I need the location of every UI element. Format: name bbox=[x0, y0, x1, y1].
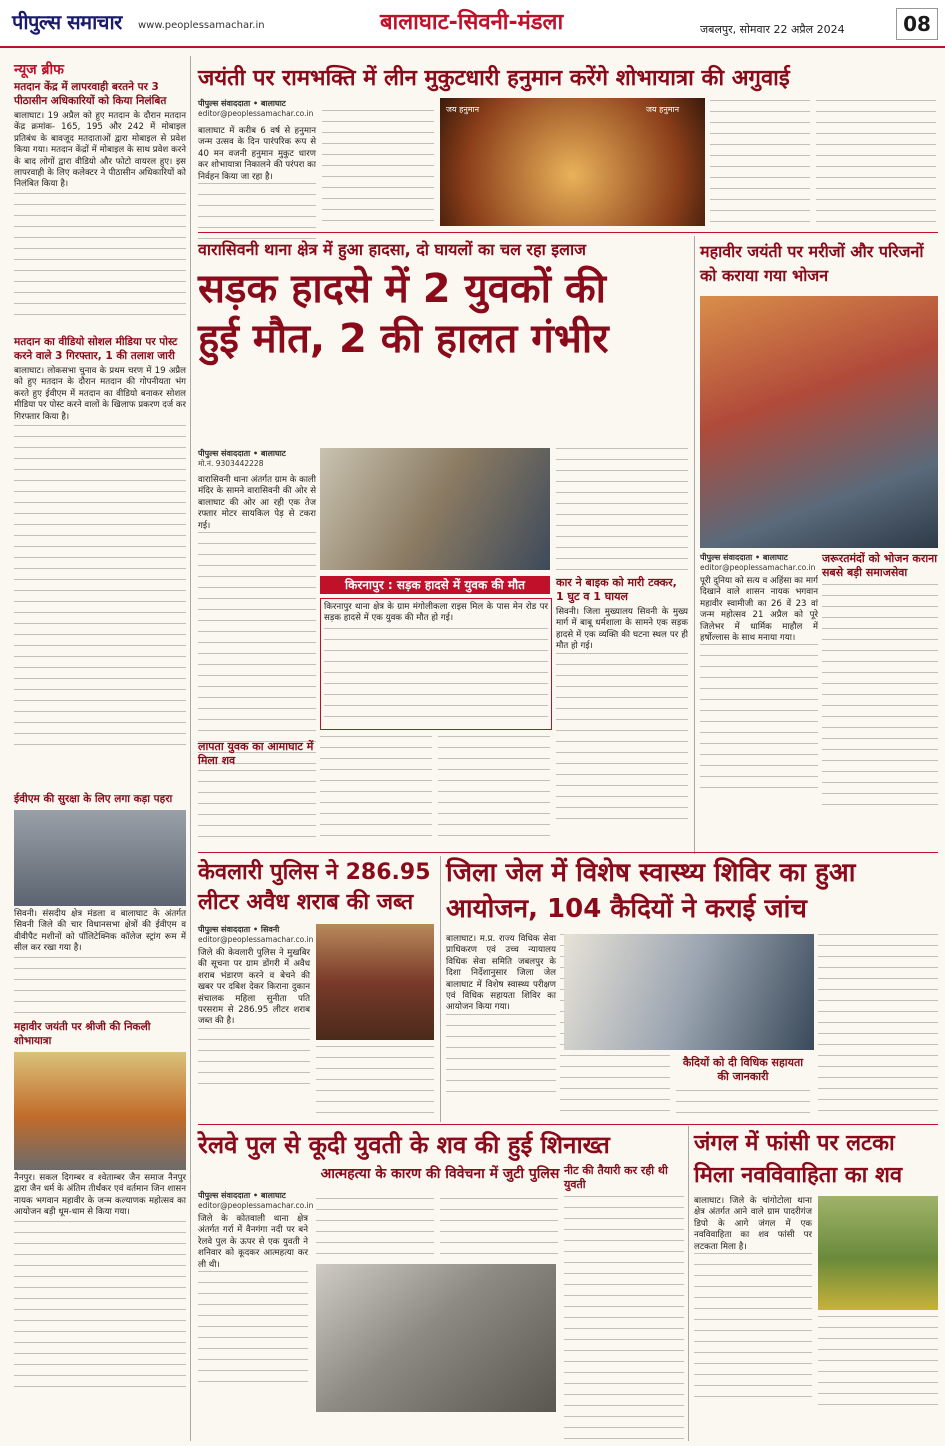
mahavir-email: editor@peoplessamachar.co.in bbox=[700, 563, 816, 572]
procession-photo bbox=[14, 1052, 186, 1170]
river-bank-photo bbox=[316, 1264, 556, 1412]
brief-item bbox=[14, 792, 186, 1013]
car-bike-head: कार ने बाइक को मारी टक्कर, 1 घुट व 1 घायल bbox=[556, 576, 677, 603]
brief-body: बालाघाट। 19 अप्रैल को हुए मतदान के दौरान मतदान केंद्र क्रमांक- 165, 195 और 242 में मोबाइल प्रतिबंध के बावजूद मतदाताओं द्वारा मोबाइल से प्रवेश किया गया। मतदान केंद्रों में मोबाइल के साथ प्रवेश करने के बाद लोगों द्वारा वीडियो और फोटो वायरल हुए। इस लापरवाही के लिए कलेक्टर ने पीठासीन अधिकारियों को निलंबित किया है। bbox=[14, 111, 186, 190]
news-brief-label: न्यूज ब्रीफ bbox=[14, 62, 64, 78]
page-number: 08 bbox=[896, 8, 938, 40]
hanging-body: बालाघाट। जिले के चांगोटोला थाना क्षेत्र अंतर्गत आने वाले ग्राम पादरीगंज डिपो के आगे जंगल में एक नवविवाहिता का शव फांसी पर लटकता मिला है। bbox=[694, 1196, 812, 1252]
accident-body: वारासिवनी थाना अंतर्गत ग्राम के काली मंदिर के सामने वारासिवनी की ओर से बालाघाट की ओर आ रही एक तेज रफ्तार मोटर सायकिल पेड़ से टकरा गई। bbox=[198, 475, 316, 531]
health-camp-photo bbox=[564, 934, 814, 1050]
top-story-body: बालाघाट में करीब 6 वर्ष से हनुमान जन्म उत्सव के दिन पारंपरिक रूप से 40 मन वजनी हनुमान मुकुट धारण कर शोभायात्रा निकालने की परंपरा का निर्वहन किया जा रहा है। bbox=[198, 126, 316, 182]
top-story-email: editor@peoplessamachar.co.in bbox=[198, 109, 314, 118]
railway-side-head: नीट की तैयारी कर रही थी युवती bbox=[564, 1164, 668, 1191]
mahavir-body: पूरी दुनिया को सत्य व अहिंसा का मार्ग दिखाने वाले शासन नायक भगवान महावीर स्वामीजी का 26 वें 23 वां जन्म महोत्सव 21 अप्रैल को पूरे जिलेभर में धार्मिक माहौल में हर्षोल्लास के साथ मनाया गया। bbox=[700, 576, 818, 644]
brief-item bbox=[14, 80, 186, 323]
accident-kicker: वारासिवनी थाना क्षेत्र में हुआ हादसा, दो घायलों का चल रहा इलाज bbox=[198, 240, 587, 259]
railway-byline: पीपुल्स संवाददाता • बालाघाट bbox=[198, 1191, 286, 1200]
top-story-byline: पीपुल्स संवाददाता • बालाघाट bbox=[198, 99, 286, 108]
liquor-email: editor@peoplessamachar.co.in bbox=[198, 935, 314, 944]
liquor-headline: केवलारी पुलिस ने 286.95 लीटर अवैध शराब की जब्त bbox=[198, 860, 431, 915]
meal-distribution-photo bbox=[700, 296, 938, 548]
jail-body: बालाघाट। म.प्र. राज्य विधिक सेवा प्राधिकरण एवं उच्च न्यायालय विधिक सेवा समिति जबलपुर के दिशा निर्देशानुसार जिला जेल बालाघाट में विशेष स्वास्थ्य परीक्षण एवं विधिक सहायता शिविर का आयोजन किया गया। bbox=[446, 934, 556, 1013]
section-title: बालाघाट-सिवनी-मंडला bbox=[380, 10, 564, 35]
website-url[interactable]: www.peoplessamachar.in bbox=[138, 20, 265, 31]
brief-body: सिवनी। संसदीय क्षेत्र मंडला व बालाघाट के अंतर्गत सिवनी जिले की चार विधानसभा क्षेत्रों की ईवीएम व वीवीपैट मशीनों को पॉलिटेक्निक कॉलेज स्ट्रांग रूम में सील कर रखा गया है। bbox=[14, 909, 186, 954]
forest-scene-photo bbox=[818, 1196, 938, 1310]
brief-item bbox=[14, 335, 186, 755]
photo-caption: जय हनुमान bbox=[646, 105, 680, 114]
missing-youth-head: लापता युवक का आमाघाट में मिला शव bbox=[198, 740, 314, 767]
kirnapur-box-title: किरनापुर : सड़क हादसे में युवक की मौत bbox=[320, 576, 550, 594]
railway-headline: रेलवे पुल से कूदी युवती के शव की हुई शिनाख्त bbox=[198, 1131, 610, 1159]
jail-headline-1: जिला जेल में विशेष स्वास्थ्य शिविर का हुआ bbox=[446, 858, 856, 888]
brief-headline: मतदान का वीडियो सोशल मीडिया पर पोस्ट करने वाले 3 गिरफ्तार, 1 की तलाश जारी bbox=[14, 336, 178, 362]
photo-caption: जय हनुमान bbox=[446, 105, 480, 114]
car-bike-body: सिवनी। जिला मुख्यालय सिवनी के मुख्य मार्ग में बाबू धर्मशाला के सामने एक सड़क हादसे में एक व्यक्ति की घटना स्थल पर ही मौत हो गई। bbox=[556, 607, 688, 652]
railway-kicker: आत्महत्या के कारण की विवेचना में जुटी पुलिस bbox=[320, 1166, 560, 1182]
mahavir-side-head: जरूरतमंदों को भोजन कराना सबसे बड़ी समाजसेवा bbox=[822, 552, 938, 579]
brief-headline: ईवीएम की सुरक्षा के लिए लगा कड़ा पहरा bbox=[14, 793, 173, 805]
hanuman-idol-photo bbox=[440, 98, 705, 226]
railway-body: जिले के कोतवाली थाना क्षेत्र अंतर्गत गर्रा में वैनगंगा नदी पर बने रेलवे पुल के ऊपर से एक युवती ने शनिवार को कूदकर आत्महत्या कर ली थी। bbox=[198, 1214, 308, 1270]
column-divider bbox=[190, 56, 191, 1441]
jail-headline-2: आयोजन, 104 कैदियों ने कराई जांच bbox=[446, 894, 807, 924]
newspaper-logo: पीपुल्स समाचार bbox=[12, 10, 122, 34]
liquor-byline: पीपुल्स संवाददाता • सिवनी bbox=[198, 925, 280, 934]
accident-byline: पीपुल्स संवाददाता • बालाघाट bbox=[198, 449, 286, 458]
mahavir-byline: पीपुल्स संवाददाता • बालाघाट bbox=[700, 553, 788, 562]
liquor-body: जिले की केवलारी पुलिस ने मुखबिर की सूचना पर ग्राम डोंगरी में अवैध शराब भंडारण करने व बेचने की खबर पर दबिश देकर किराना दुकान संचालक महिला सुनीता पति परसराम से 286.95 लीटर शराब जब्त की है। bbox=[198, 948, 310, 1027]
brief-headline: महावीर जयंती पर श्रीजी की निकली शोभायात्रा bbox=[14, 1021, 151, 1047]
kirnapur-box-body: किरनापुर थाना क्षेत्र के ग्राम मंगोलीकला राइस मिल के पास मेन रोड पर सड़क हादसे में एक युवक की मौत हो गई। bbox=[324, 602, 548, 624]
jail-caption: कैदियों को दी विधिक सहायता की जानकारी bbox=[682, 1056, 804, 1083]
brief-body: बालाघाट। लोकसभा चुनाव के प्रथम चरण में 19 अप्रैल को हुए मतदान के दौरान मतदान की गोपनीयता भंग करते हुए ईवीएम में मतदान का वीडियो बनाकर सोशल मीडिया पर पोस्ट करने वालों के खिलाफ प्रकरण दर्ज कर गिरफ्तार किया है। bbox=[14, 366, 186, 422]
masthead bbox=[0, 0, 945, 48]
evm-security-photo bbox=[14, 810, 186, 906]
dateline: जबलपुर, सोमवार 22 अप्रैल 2024 bbox=[700, 23, 845, 36]
hospital-photo bbox=[320, 448, 550, 570]
accident-mobile: मो.नं. 9303442228 bbox=[198, 459, 264, 468]
railway-email: editor@peoplessamachar.co.in bbox=[198, 1201, 314, 1210]
seized-liquor-photo bbox=[316, 924, 434, 1040]
accident-headline-1: सड़क हादसे में 2 युवकों की bbox=[198, 266, 607, 312]
top-story-headline: जयंती पर रामभक्ति में लीन मुकुटधारी हनुमान करेंगे शोभायात्रा की अगुवाई bbox=[198, 66, 790, 91]
brief-body: नैनपुर। सकल दिगम्बर व श्वेताम्बर जैन समाज नैनपुर द्वारा जैन धर्म के अंतिम तीर्थंकर एवं वर्तमान जिन शासन नायक भगवान महावीर के जन्म कल्याणक महोत्सव का आयोजन बड़ी धूम-धाम से किया गया। bbox=[14, 1173, 186, 1218]
brief-item bbox=[14, 1020, 186, 1391]
accident-headline-2: हुई मौत, 2 की हालत गंभीर bbox=[198, 316, 609, 362]
mahavir-headline: महावीर जयंती पर मरीजों और परिजनों को कराया गया भोजन bbox=[700, 242, 924, 285]
hanging-headline: जंगल में फांसी पर लटका मिला नवविवाहिता का शव bbox=[694, 1131, 903, 1188]
brief-headline: मतदान केंद्र में लापरवाही बरतने पर 3 पीठासीन अधिकारियों को किया निलंबित bbox=[14, 81, 167, 107]
